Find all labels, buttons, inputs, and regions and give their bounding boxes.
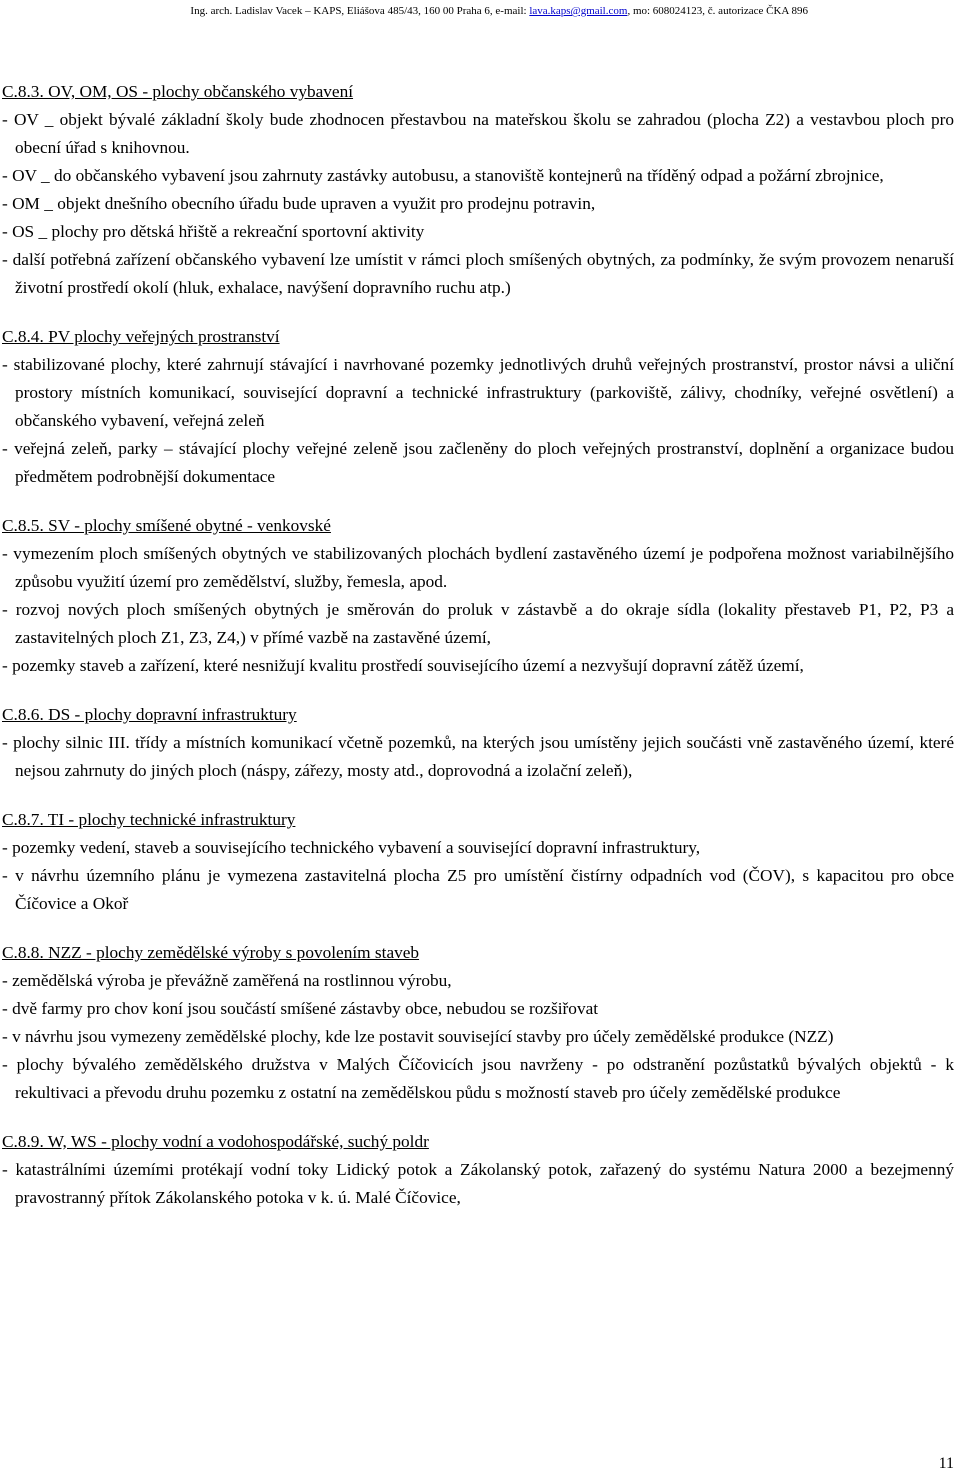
section-heading: C.8.3. OV, OM, OS - plochy občanského vybavení	[2, 82, 354, 101]
section-c86	[2, 701, 954, 785]
section-heading: C.8.9. W, WS - plochy vodní a vodohospodářské, suchý poldr	[2, 1132, 429, 1151]
header-email-link[interactable]: lava.kaps@gmail.com	[529, 5, 628, 17]
section-c88	[2, 939, 954, 1107]
header-text: Ing. arch. Ladislav Vacek – KAPS, Eliášova 485/43, 160 00 Praha 6, e-mail:	[190, 5, 530, 17]
list-item: - OV _ objekt bývalé základní školy bude zhodnocen přestavbou na mateřskou školu se zahradou (plocha Z2) a vestavbou ploch pro obecní úřad s knihovnou.	[2, 110, 954, 157]
page-header	[190, 5, 808, 17]
list-item: - pozemky staveb a zařízení, které nesnižují kvalitu prostředí souvisejícího území a nezvyšují dopravní zátěž území,	[2, 656, 804, 675]
list-item: - plochy silnic III. třídy a místních komunikací včetně pozemků, na kterých jsou umístěny jejich součásti vně zastavěného území, které nejsou zahrnuty do jiných ploch (náspy, zářezy, mosty atd., doprovodná a izolační zeleň),	[2, 733, 954, 780]
list-item: - OV _ do občanského vybavení jsou zahrnuty zastávky autobusu, a stanoviště kontejnerů na tříděný odpad a požární zbrojnice,	[2, 166, 884, 185]
list-item: - OS _ plochy pro dětská hřiště a rekreační sportovní aktivity	[2, 222, 425, 241]
list-item: - veřejná zeleň, parky – stávající plochy veřejné zeleně jsou začleněny do ploch veřejných prostranství, doplnění a organizace budou předmětem podrobnější dokumentace	[2, 439, 954, 486]
section-heading: C.8.4. PV plochy veřejných prostranství	[2, 327, 280, 346]
list-item: - katastrálními územími protékají vodní toky Lidický potok a Zákolanský potok, zařazený do systému Natura 2000 a bezejmenný pravostranný přítok Zákolanského potoka v k. ú. Malé Číčovice,	[2, 1160, 954, 1207]
list-item: - v návrhu jsou vymezeny zemědělské plochy, kde lze postavit související stavby pro účely zemědělské produkce (NZZ)	[2, 1027, 834, 1046]
section-heading: C.8.8. NZZ - plochy zemědělské výroby s povolením staveb	[2, 943, 420, 962]
list-item: - vymezením ploch smíšených obytných ve stabilizovaných plochách bydlení zastavěného území je podpořena možnost variabilnějšího způsobu využití území pro zemědělství, služby, řemesla, apod.	[2, 544, 954, 591]
page-number: 11	[938, 1455, 954, 1472]
section-heading: C.8.7. TI - plochy technické infrastruktury	[2, 810, 296, 829]
list-item: - další potřebná zařízení občanského vybavení lze umístit v rámci ploch smíšených obytných, za podmínky, že svým provozem nenaruší životní prostředí okolí (hluk, exhalace, navýšení dopravního ruchu atp.)	[2, 250, 954, 297]
section-heading: C.8.6. DS - plochy dopravní infrastruktury	[2, 705, 297, 724]
list-item: - v návrhu územního plánu je vymezena zastavitelná plocha Z5 pro umístění čistírny odpadních vod (ČOV), s kapacitou pro obce Číčovice a Okoř	[2, 866, 954, 913]
list-item: - OM _ objekt dnešního obecního úřadu bude upraven a využit pro prodejnu potravin,	[2, 194, 596, 213]
section-heading: C.8.5. SV - plochy smíšené obytné - venkovské	[2, 516, 331, 535]
header-text-end: , mo: 608024123, č. autorizace ČKA 896	[627, 5, 808, 17]
document-body	[2, 78, 954, 1233]
list-item: - zemědělská výroba je převážně zaměřená na rostlinnou výrobu,	[2, 971, 452, 990]
list-item: - pozemky vedení, staveb a souvisejícího technického vybavení a související dopravní infrastruktury,	[2, 838, 701, 857]
section-c83	[2, 78, 954, 302]
section-c85	[2, 512, 954, 680]
list-item: - rozvoj nových ploch smíšených obytných je směrován do proluk v zástavbě a do okraje sídla (lokality přestaveb P1, P2, P3 a zastavitelných ploch Z1, Z3, Z4,) v přímé vazbě na zastavěné území,	[2, 600, 954, 647]
section-c84	[2, 323, 954, 491]
list-item: - plochy bývalého zemědělského družstva v Malých Číčovicích jsou navrženy - po odstranění pozůstatků bývalých objektů - k rekultivaci a převodu druhu pozemku z ostatní na zemědělskou půdu s možností staveb pro účely zemědělské produkce	[2, 1055, 954, 1102]
section-c89	[2, 1128, 954, 1212]
list-item: - dvě farmy pro chov koní jsou součástí smíšené zástavby obce, nebudou se rozšiřovat	[2, 999, 599, 1018]
list-item: - stabilizované plochy, které zahrnují stávající i navrhované pozemky jednotlivých druhů veřejných prostranství, prostor návsi a uliční prostory místních komunikací, související dopravní a technické infrastruktury (parkoviště, zálivy, chodníky, veřejné osvětlení) a občanského vybavení, veřejná zeleň	[2, 355, 954, 430]
section-c87	[2, 806, 954, 918]
